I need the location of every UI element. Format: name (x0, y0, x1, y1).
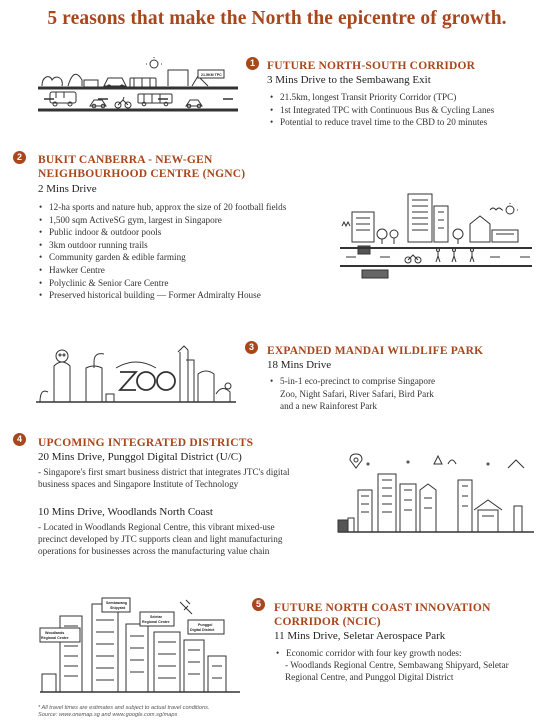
section-2-subtitle: 2 Mins Drive (38, 183, 97, 195)
section-5-growth-nodes: - Woodlands Regional Centre, Sembawang Shipyard, Seletar Regional Centre, and Punggol Digital District (285, 660, 509, 683)
corridor-illustration (38, 58, 238, 116)
woodlands-label-line1: Woodlands (45, 631, 65, 635)
section-4-paragraph-1: - Singapore's first smart business district that integrates JTC's digital business spaces and Singapore Institute of Technology (38, 467, 290, 490)
footer (38, 705, 209, 719)
section-5-heading-line1: FUTURE NORTH COAST INNOVATION (274, 602, 491, 614)
list-item: • 5-in-1 eco-precinct to comprise Singapore Zoo, Night Safari, River Safari, Bird Park and a new Rainforest Park (270, 375, 445, 413)
section-2-badge: 2 (13, 151, 26, 164)
punggol-label-line2: Digital District (190, 628, 215, 632)
footer-source: Source: www.onemap.sg and www.google.com.sg/maps (38, 712, 178, 718)
sembawang-label-line1: Sembawang (106, 601, 127, 605)
section-4-subtitle: 20 Mins Drive, Punggol Digital District (U/C) (38, 451, 242, 463)
seletar-label-line2: Regional Centre (142, 620, 170, 624)
section-3-subtitle: 18 Mins Drive (267, 359, 332, 371)
punggol-label-line1: Punggol (198, 623, 213, 627)
section-3-badge: 3 (245, 341, 258, 354)
wildlife-park-illustration (36, 338, 236, 408)
section-5-subtitle: 11 Mins Drive, Seletar Aerospace Park (274, 630, 446, 642)
list-item: • 1,500 sqm ActiveSG gym, largest in Singapore (39, 214, 339, 227)
list-item: • Community garden & edible farming (39, 251, 339, 264)
woodlands-label-line2: Regional Centre (41, 636, 69, 640)
section-3-heading: EXPANDED MANDAI WILDLIFE PARK (267, 345, 484, 357)
ncic-illustration (40, 596, 240, 700)
list-item: • 3km outdoor running trails (39, 239, 339, 252)
neighbourhood-centre-illustration (340, 190, 532, 282)
list-item: • Economic corridor with four key growth nodes: (276, 647, 536, 660)
list-item: • Potential to reduce travel time to the CBD to 20 minutes (270, 116, 540, 129)
list-item: • 21.5km, longest Transit Priority Corridor (TPC) (270, 91, 540, 104)
section-4-badge: 4 (13, 433, 26, 446)
list-item: • 1st Integrated TPC with Continuous Bus & Cycling Lanes (270, 104, 540, 117)
integrated-districts-illustration (338, 450, 534, 560)
sembawang-label-line2: Shipyard (110, 606, 126, 610)
list-item: • 12-ha sports and nature hub, approx the size of 20 football fields (39, 201, 339, 214)
page-title: 5 reasons that make the North the epicentre of growth. (47, 8, 507, 29)
section-4-paragraph-2: - Located in Woodlands Regional Centre, this vibrant mixed-use precinct developed by JTC supports clean and light manufacturing operations for businesses across the manufacturing value chain (38, 522, 283, 557)
seletar-label-line1: Seletar (150, 615, 162, 619)
section-1-subtitle: 3 Mins Drive to the Sembawang Exit (267, 74, 431, 86)
list-item: • Public indoor & outdoor pools (39, 226, 339, 239)
section-5-badge: 5 (252, 598, 265, 611)
section-5-bullets (276, 647, 536, 660)
list-item: • Preserved historical building — Former Admiralty House (39, 289, 339, 302)
list-item: • Polyclinic & Senior Care Centre (39, 277, 339, 290)
section-2-bullets (39, 201, 339, 302)
section-1-bullets (270, 91, 540, 129)
section-3-bullets (270, 375, 445, 413)
section-1-badge: 1 (246, 57, 259, 70)
section-2-heading-line1: BUKIT CANBERRA - NEW-GEN (38, 154, 213, 166)
corridor-sign-text: 21.5KM TPC (201, 73, 222, 77)
section-4-heading: UPCOMING INTEGRATED DISTRICTS (38, 437, 254, 449)
section-2-heading-line2: NEIGHBOURHOOD CENTRE (NGNC) (38, 168, 246, 180)
section-4-subtitle-2: 10 Mins Drive, Woodlands North Coast (38, 506, 213, 518)
footer-disclaimer: * All travel times are estimates and subject to actual travel conditions. (38, 705, 210, 711)
list-item: • Hawker Centre (39, 264, 339, 277)
section-1-heading: FUTURE NORTH-SOUTH CORRIDOR (267, 60, 476, 72)
section-5-heading-line2: CORRIDOR (NCIC) (274, 616, 381, 628)
